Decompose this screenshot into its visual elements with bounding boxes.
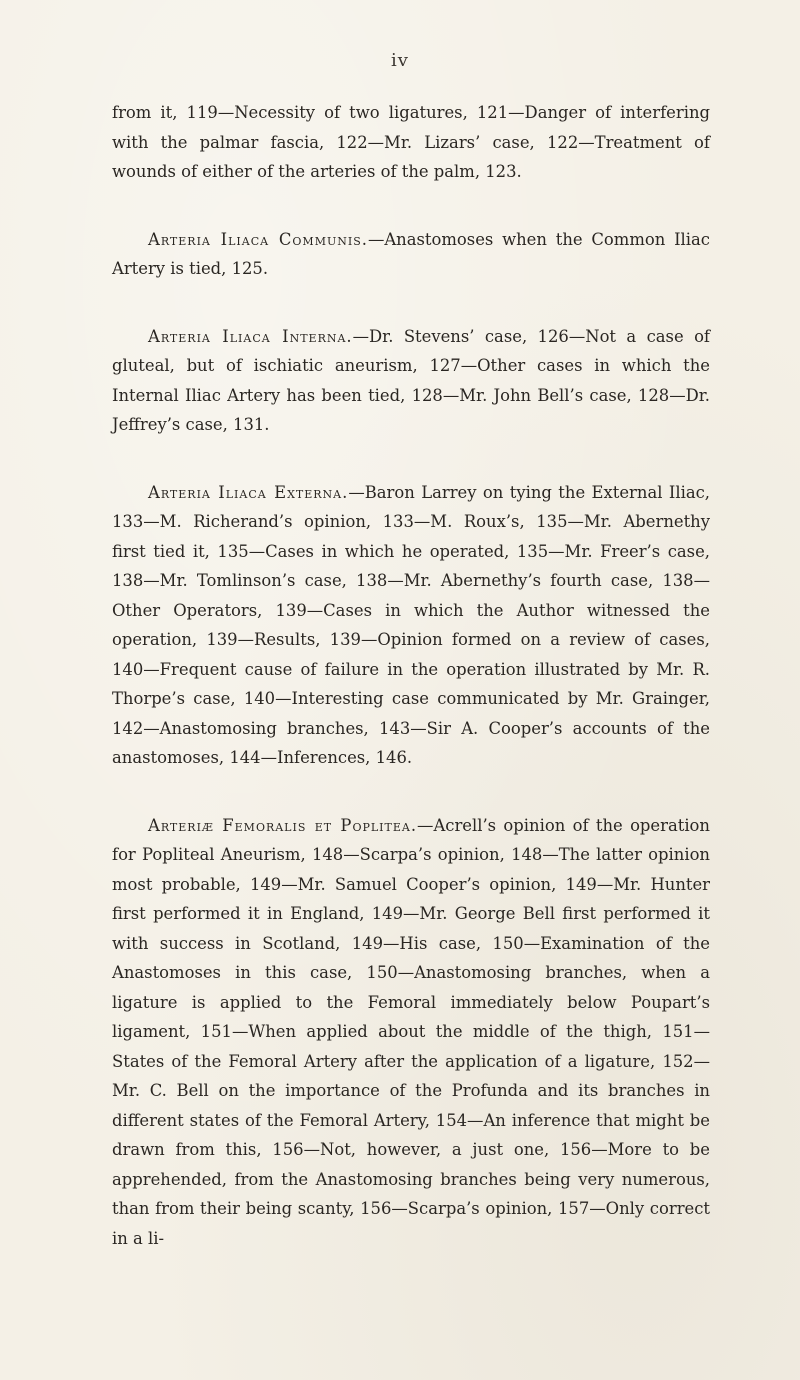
section-heading: Arteriæ Femoralis et Poplitea. xyxy=(148,815,418,835)
paragraph-text: —Dr. Stevens’ case, 126—Not a case of gluteal, but of ischiatic aneurism, 127—Other cases in which the Internal Iliac Artery has been tied, 128—Mr. John Bell’s case, 128—Dr. Jeffrey’s case, 131. xyxy=(112,326,711,434)
paragraph-text: from it, 119—Necessity of two ligatures, 121—Danger of interfering with the palmar fascia, 122—Mr. Lizars’ case, 122—Treatment of wounds of either of the arteries of the palm, 123. xyxy=(112,103,710,181)
contents-paragraph xyxy=(112,322,710,440)
contents-text-block xyxy=(112,98,710,1291)
paragraph-text: —Anastomoses when the Common Iliac Artery is tied, 125. xyxy=(112,229,710,278)
contents-paragraph xyxy=(112,98,710,187)
page-folio: iv xyxy=(391,50,409,71)
paragraph-text: —Acrell’s opinion of the operation for Popliteal Aneurism, 148—Scarpa’s opinion, 148—The latter opinion most probable, 149—Mr. Samuel Cooper’s opinion, 149—Mr. Hunter first performed it in England, 149—Mr. George Bell first performed it with success in Scotland, 149—His case, 150—Examination of the Anastomoses in this case, 150—Anastomosing branches, when a ligature is applied to the Femoral immediately below Poupart’s ligament, 151—When applied about the middle of the thigh, 151—States of the Femoral Artery after the application of a ligature, 152—Mr. C. Bell on the importance of the Profunda and its branches in different states of the Femoral Artery, 154—An inference that might be drawn from this, 156—Not, however, a just one, 156—More to be apprehended, from the Anastomosing branches being very numerous, than from their being scanty, 156—Scarpa’s opinion, 157—Only correct in a li- xyxy=(112,815,710,1248)
contents-paragraph xyxy=(112,225,710,284)
section-heading: Arteria Iliaca Interna. xyxy=(148,326,353,346)
contents-paragraph xyxy=(112,811,710,1254)
section-heading: Arteria Iliaca Externa. xyxy=(148,482,349,502)
contents-paragraph xyxy=(112,478,710,773)
paragraph-text: —Baron Larrey on tying the External Iliac, 133—M. Richerand’s opinion, 133—M. Roux’s, 135—Mr. Abernethy first tied it, 135—Cases in which he operated, 135—Mr. Freer’s case, 138—Mr. Tomlinson’s case, 138—Mr. Abernethy’s fourth case, 138—Other Operators, 139—Cases in which the Author witnessed the operation, 139—Results, 139—Opinion formed on a review of cases, 140—Frequent cause of failure in the operation illustrated by Mr. R. Thorpe’s case, 140—Interesting case communicated by Mr. Grainger, 142—Anastomosing branches, 143—Sir A. Cooper’s accounts of the anastomoses, 144—Inferences, 146. xyxy=(112,482,710,767)
section-heading: Arteria Iliaca Communis. xyxy=(148,229,368,249)
